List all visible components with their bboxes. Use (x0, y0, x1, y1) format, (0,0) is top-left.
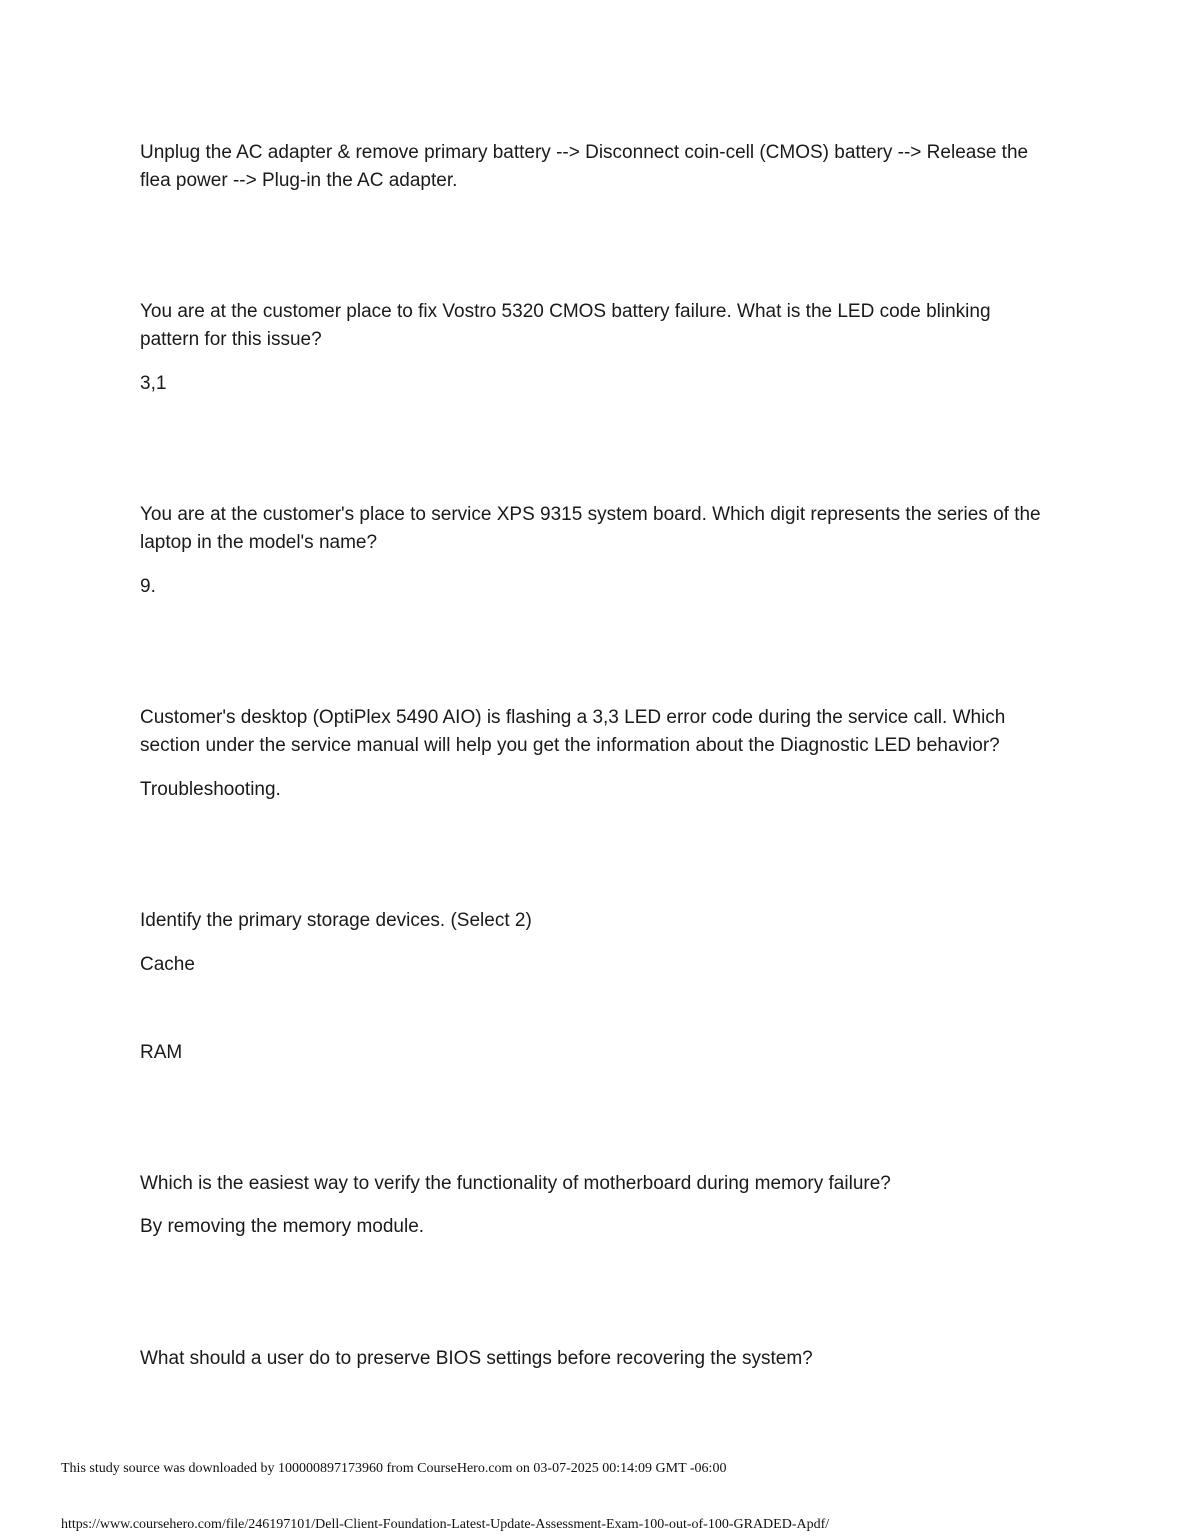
download-source-note: This study source was downloaded by 100000897173960 from CourseHero.com on 03-07-2025 00:14:09 GMT -06:00 (61, 1461, 727, 1476)
question-text: You are at the customer's place to service XPS 9315 system board. Which digit represents the series of the laptop in the model's name? (140, 504, 1041, 553)
answer-text: Troubleshooting. (140, 779, 281, 800)
source-url-link[interactable]: https://www.coursehero.com/file/246197101/Dell-Client-Foundation-Latest-Update-Assessment-Exam-100-out-of-100-GRADED-Apdf/ (61, 1517, 830, 1532)
answer-text: 9. (140, 576, 156, 597)
answer-text: By removing the memory module. (140, 1216, 425, 1237)
answer-text: Cache (140, 954, 195, 975)
question-text: Identify the primary storage devices. (Select 2) (140, 910, 532, 931)
question-text: Which is the easiest way to verify the functionality of motherboard during memory failure? (140, 1173, 891, 1194)
question-text: Customer's desktop (OptiPlex 5490 AIO) is flashing a 3,3 LED error code during the service call. Which section under the service manual will help you get the information about the Diagnostic LED behavior? (140, 707, 1006, 756)
answer-text: 3,1 (140, 373, 167, 394)
question-text: What should a user do to preserve BIOS settings before recovering the system? (140, 1348, 813, 1369)
answer-text: RAM (140, 1042, 183, 1063)
answer-text: Unplug the AC adapter & remove primary battery --> Disconnect coin-cell (CMOS) battery --> Release the flea power --> Plug-in the AC adapter. (140, 142, 1029, 191)
question-text: You are at the customer place to fix Vostro 5320 CMOS battery failure. What is the LED code blinking pattern for this issue? (140, 301, 991, 350)
